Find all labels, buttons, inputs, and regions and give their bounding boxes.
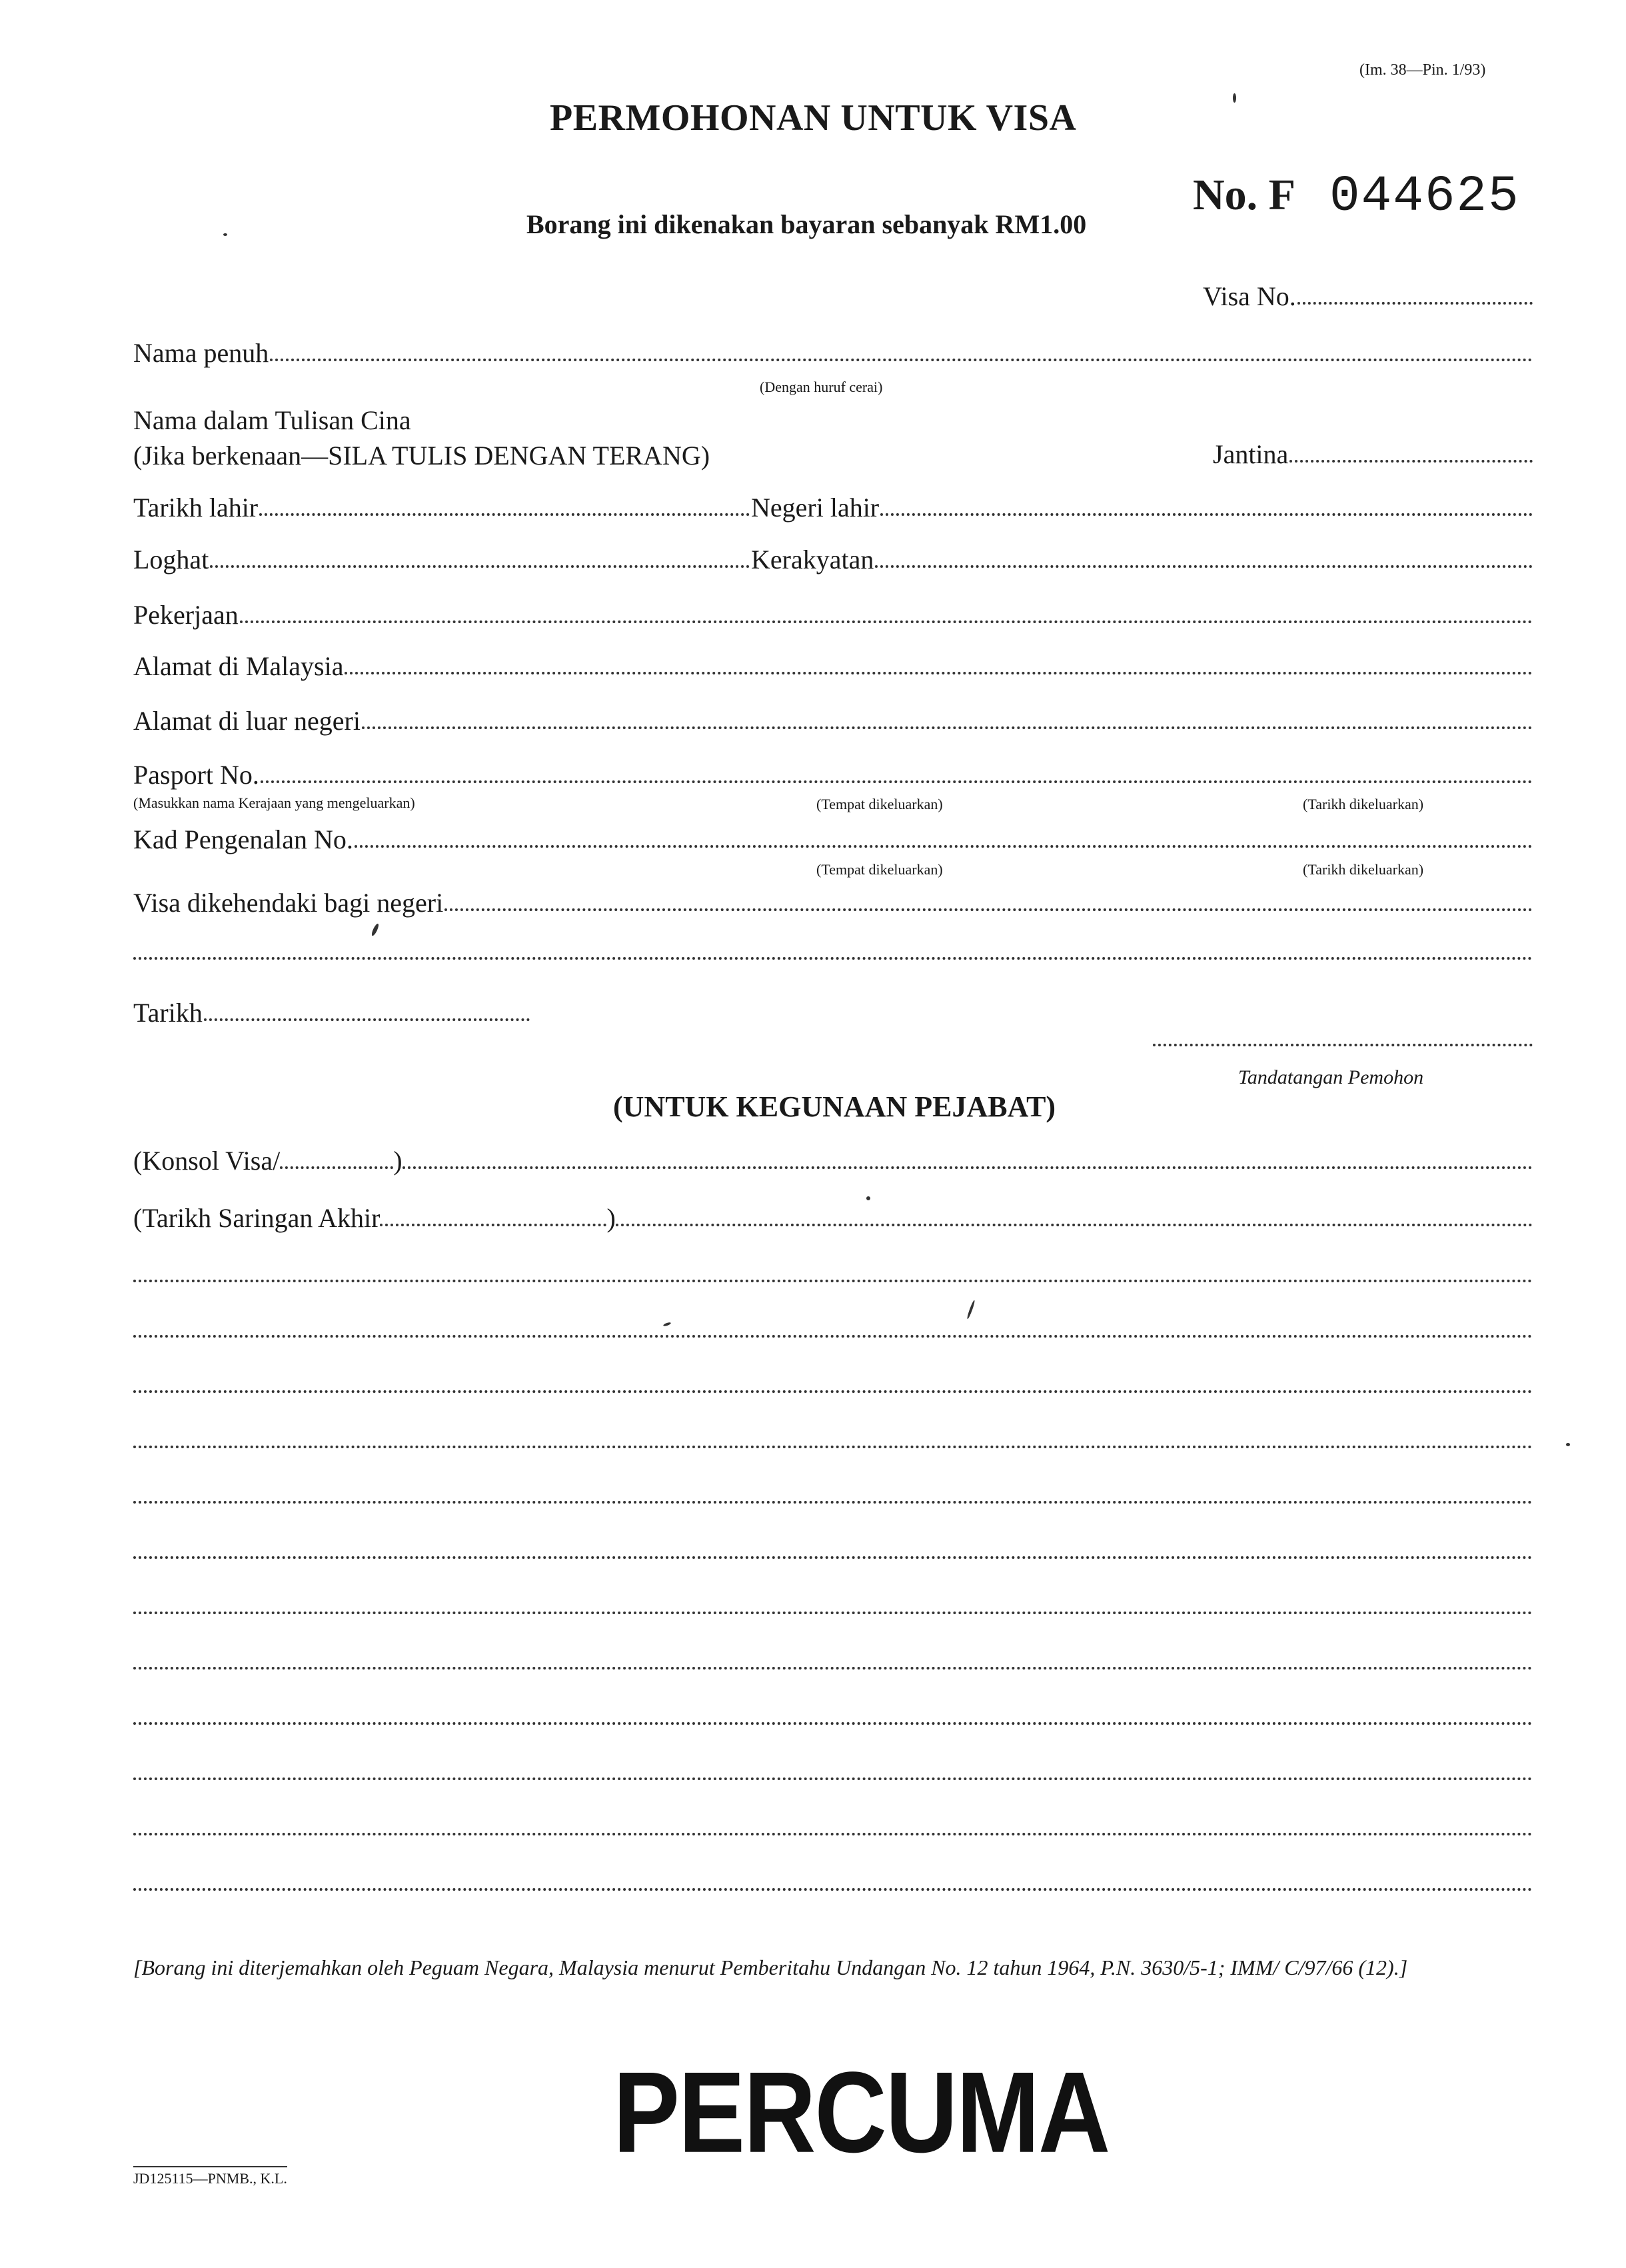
form-code: (Im. 38—Pin. 1/93): [1359, 61, 1486, 79]
address-abroad-field[interactable]: [133, 708, 1533, 734]
dialect-line[interactable]: [210, 565, 750, 568]
chinese-name-label: Nama dalam Tulisan Cina: [133, 405, 411, 435]
passport-place-hint: (Tempat dikeluarkan): [816, 796, 943, 812]
scan-speck: [223, 233, 227, 236]
final-screening-inner-line[interactable]: [380, 1224, 606, 1226]
scan-speck: [966, 1300, 976, 1320]
office-blank-line[interactable]: [133, 1833, 1533, 1835]
id-date-hint: (Tarikh dikeluarkan): [1303, 861, 1424, 878]
office-blank-line[interactable]: [133, 1501, 1533, 1504]
office-use-title: (UNTUK KEGUNAAN PEJABAT): [613, 1090, 1056, 1123]
gender-label: Jantina: [1213, 439, 1289, 469]
final-screening-label: (Tarikh Saringan Akhir: [133, 1203, 381, 1233]
office-blank-line[interactable]: [133, 1446, 1533, 1448]
scan-speck: [866, 1196, 870, 1200]
passport-no-line[interactable]: [261, 780, 1533, 783]
birth-date-field[interactable]: [133, 495, 750, 521]
nationality-field[interactable]: [751, 547, 1533, 573]
passport-issuer-hint: (Masukkan nama Kerajaan yang mengeluarkan): [133, 794, 415, 811]
birth-date-line[interactable]: [259, 513, 750, 516]
office-blank-line[interactable]: [133, 1556, 1533, 1559]
id-card-field[interactable]: [133, 826, 1533, 853]
office-blank-line[interactable]: [133, 1667, 1533, 1670]
date-field[interactable]: [133, 1000, 530, 1026]
id-card-line[interactable]: [355, 845, 1533, 848]
dialect-field[interactable]: [133, 547, 750, 573]
address-malaysia-line[interactable]: [345, 672, 1533, 674]
visa-destination-field[interactable]: [133, 890, 1533, 916]
final-screening-field[interactable]: [133, 1205, 1533, 1232]
visa-destination-label: Visa dikehendaki bagi negeri: [133, 888, 444, 918]
consul-visa-field[interactable]: [133, 1148, 1533, 1174]
free-stamp: PERCUMA: [613, 2047, 1110, 2177]
nationality-line[interactable]: [875, 565, 1533, 568]
id-card-label: Kad Pengenalan No.: [133, 824, 353, 854]
full-name-line[interactable]: [270, 359, 1533, 361]
birth-date-label: Tarikh lahir: [133, 493, 259, 523]
occupation-label: Pekerjaan: [133, 600, 239, 630]
chinese-name-note: (Jika berkenaan—SILA TULIS DENGAN TERANG): [133, 441, 710, 471]
scan-speck: [1233, 93, 1236, 103]
final-screening-close: ): [606, 1203, 616, 1233]
printer-code: JD125115—PNMB., K.L.: [133, 2166, 287, 2187]
signature-line[interactable]: [1153, 1044, 1533, 1046]
occupation-field[interactable]: [133, 602, 1533, 628]
office-blank-line[interactable]: [133, 1722, 1533, 1725]
consul-visa-inner-line[interactable]: [280, 1166, 393, 1169]
address-abroad-label: Alamat di luar negeri: [133, 706, 361, 736]
office-blank-line[interactable]: [133, 1280, 1533, 1282]
visa-no-label: Visa No.: [1203, 281, 1296, 311]
dialect-label: Loghat: [133, 545, 209, 574]
office-blank-line[interactable]: [133, 1888, 1533, 1891]
id-place-hint: (Tempat dikeluarkan): [816, 861, 943, 878]
visa-destination-line-2[interactable]: [133, 957, 1533, 960]
birth-state-field[interactable]: [751, 495, 1533, 521]
address-abroad-line[interactable]: [362, 726, 1533, 729]
scan-speck: [371, 923, 380, 937]
consul-visa-close: ): [393, 1146, 403, 1176]
full-name-field[interactable]: [133, 340, 1533, 367]
consul-visa-line[interactable]: [403, 1166, 1533, 1169]
consul-visa-label: (Konsol Visa/: [133, 1146, 281, 1176]
visa-no-line[interactable]: [1297, 302, 1533, 305]
office-blank-line[interactable]: [133, 1390, 1533, 1393]
office-blank-line[interactable]: [133, 1777, 1533, 1780]
final-screening-line[interactable]: [616, 1224, 1533, 1226]
serial-number: 044625: [1329, 168, 1520, 225]
form-title: PERMOHONAN UNTUK VISA: [550, 97, 1077, 139]
date-label: Tarikh: [133, 998, 203, 1028]
address-malaysia-label: Alamat di Malaysia: [133, 651, 344, 681]
visa-no-field[interactable]: [1203, 283, 1533, 310]
date-line[interactable]: [204, 1018, 530, 1021]
birth-state-label: Negeri lahir: [751, 493, 880, 523]
passport-no-label: Pasport No.: [133, 760, 259, 790]
occupation-line[interactable]: [240, 620, 1533, 623]
full-name-label: Nama penuh: [133, 338, 269, 368]
full-name-hint: (Dengan huruf cerai): [760, 379, 883, 395]
scan-speck: [1566, 1443, 1570, 1446]
translation-note: [Borang ini diterjemahkan oleh Peguam Negara, Malaysia menurut Pemberitahu Undangan No. 12 tahun 1964, P.N. 3630/5-1; IMM/ C/97/66 (12).]: [133, 1955, 1408, 1979]
gender-line[interactable]: [1289, 460, 1533, 463]
scan-speck: [663, 1322, 672, 1327]
passport-no-field[interactable]: [133, 762, 1533, 788]
office-blank-line[interactable]: [133, 1335, 1533, 1338]
signature-caption: Tandatangan Pemohon: [1238, 1066, 1424, 1088]
address-malaysia-field[interactable]: [133, 653, 1533, 680]
gender-field[interactable]: [1213, 441, 1533, 468]
birth-state-line[interactable]: [880, 513, 1533, 516]
serial-label: No. F: [1193, 171, 1295, 219]
office-blank-line[interactable]: [133, 1612, 1533, 1614]
nationality-label: Kerakyatan: [751, 545, 874, 574]
passport-date-hint: (Tarikh dikeluarkan): [1303, 796, 1424, 812]
fee-notice: Borang ini dikenakan bayaran sebanyak RM1.00: [526, 209, 1087, 239]
visa-destination-line[interactable]: [444, 908, 1533, 911]
